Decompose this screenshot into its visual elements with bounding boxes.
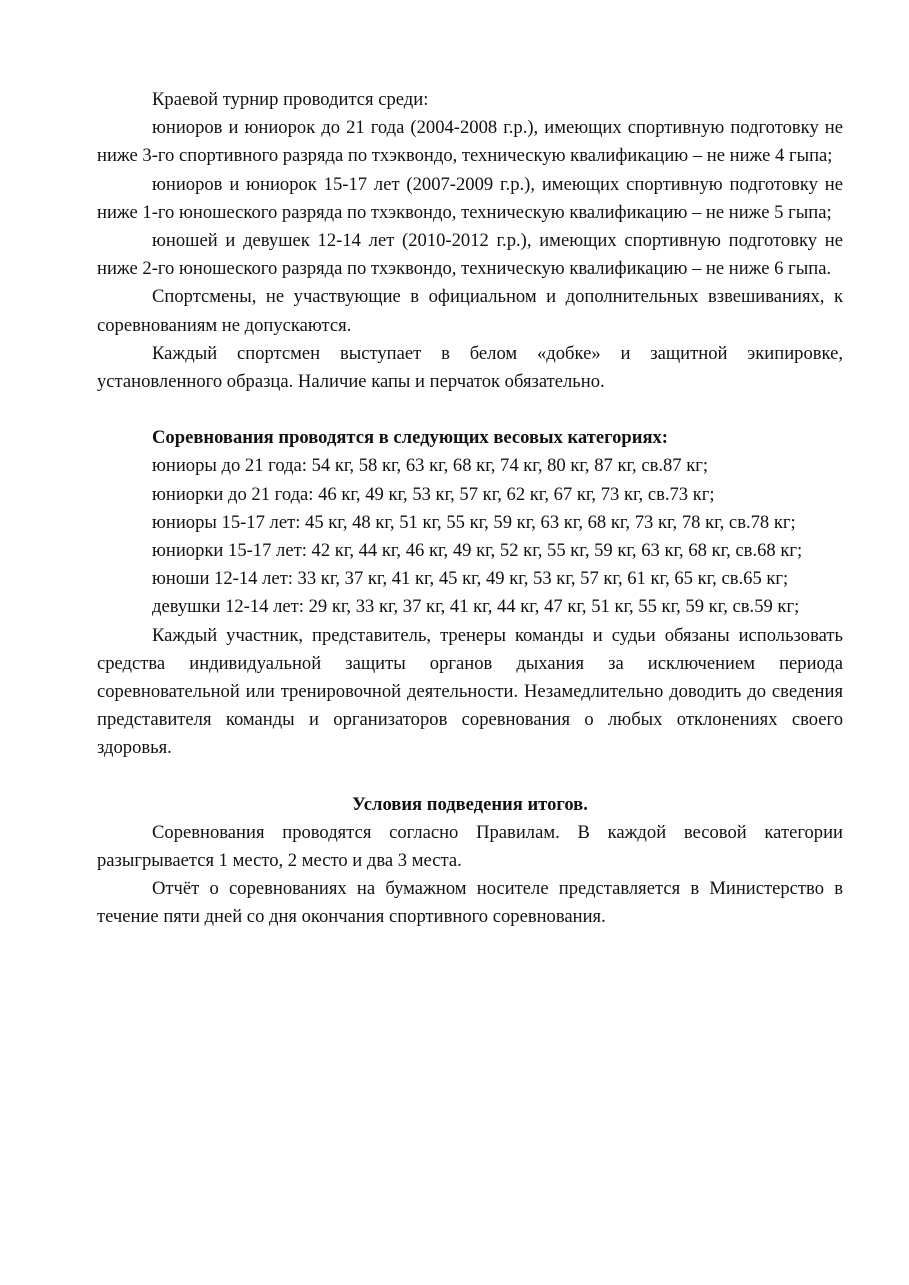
section-gap bbox=[97, 396, 843, 424]
intro-paragraph: Краевой турнир проводится среди: bbox=[152, 89, 429, 110]
participants-junior-21: юниоров и юниорок до 21 года (2004-2008 г.р.), имеющих спортивную подготовку не ниже 3-го спортивного разряда по тхэквондо, техническую квалификацию – не ниже 4 гыпа; bbox=[97, 117, 843, 167]
participants-junior-15-17: юниоров и юниорок 15-17 лет (2007-2009 г.р.), имеющих спортивную подготовку не ниже 1-го юношеского разряда по тхэквондо, техническую квалификацию – не ниже 5 гыпа; bbox=[97, 173, 843, 223]
results-paragraph: Соревнования проводятся согласно Правилам. В каждой весовой категории разыгрывается 1 место, 2 место и два 3 места. bbox=[97, 821, 843, 872]
weight-category-item: юниоры до 21 года: 54 кг, 58 кг, 63 кг, 68 кг, 74 кг, 80 кг, 87 кг, св.87 кг; bbox=[152, 455, 709, 477]
weight-category-item: юниорки 15-17 лет: 42 кг, 44 кг, 46 кг, 49 кг, 52 кг, 55 кг, 59 кг, 63 кг, 68 кг, св.68 кг; bbox=[152, 540, 803, 562]
section-gap bbox=[97, 763, 843, 791]
weight-category-item: девушки 12-14 лет: 29 кг, 33 кг, 37 кг, 41 кг, 44 кг, 47 кг, 51 кг, 55 кг, 59 кг, св.59 кг; bbox=[152, 596, 800, 618]
participants-youth-12-14: юношей и девушек 12-14 лет (2010-2012 г.р.), имеющих спортивную подготовку не ниже 2-го юношеского разряда по тхэквондо, техническую квалификацию – не ниже 6 гыпа. bbox=[97, 230, 843, 280]
equipment-paragraph: Каждый спортсмен выступает в белом «добке» и защитной экипировке, установленного образца. Наличие капы и перчаток обязательно. bbox=[97, 342, 843, 393]
results-heading: Условия подведения итогов. bbox=[352, 793, 588, 815]
weight-category-item: юниоры 15-17 лет: 45 кг, 48 кг, 51 кг, 55 кг, 59 кг, 63 кг, 68 кг, 73 кг, 78 кг, св.78 кг; bbox=[152, 511, 796, 533]
health-paragraph: Каждый участник, представитель, тренеры команды и судьи обязаны использовать средства индивидуальной защиты органов дыхания за исключением периода соревновательной или тренировочной деятельности. Незамедлительно доводить до сведения представителя команды и организаторов соревнования о любых отклонениях своего здоровья. bbox=[97, 624, 843, 759]
weight-category-item: юниорки до 21 года: 46 кг, 49 кг, 53 кг, 57 кг, 62 кг, 67 кг, 73 кг, св.73 кг; bbox=[152, 483, 715, 505]
weight-categories-heading: Соревнования проводятся в следующих весовых категориях: bbox=[152, 427, 669, 449]
report-paragraph: Отчёт о соревнованиях на бумажном носителе представляется в Министерство в течение пяти дней со дня окончания спортивного соревнования. bbox=[97, 878, 843, 928]
document-page bbox=[97, 86, 843, 932]
weight-category-item: юноши 12-14 лет: 33 кг, 37 кг, 41 кг, 45 кг, 49 кг, 53 кг, 57 кг, 61 кг, 65 кг, св.65 кг; bbox=[152, 568, 789, 590]
weighing-paragraph: Спортсмены, не участвующие в официальном и дополнительных взвешиваниях, к соревнованиям не допускаются. bbox=[97, 286, 843, 336]
